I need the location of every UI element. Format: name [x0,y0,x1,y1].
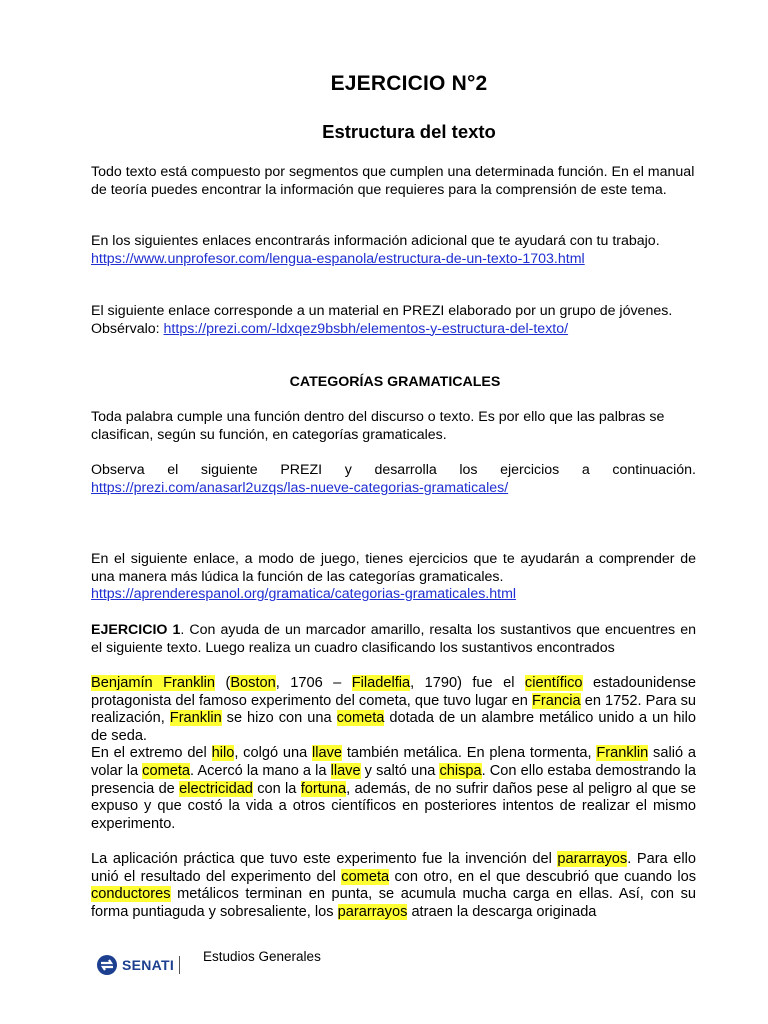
senati-emblem-icon [96,954,118,976]
ejercicio-instructions [91,622,696,657]
intro-paragraph-3 [91,303,696,338]
intro-text-2: En los siguientes enlaces encontrarás información adicional que te ayudará con tu trabajo. [91,233,660,249]
intro-text-1: Todo texto está compuesto por segmentos que cumplen una determinada función. En el manual de teoría puedes encontrar la información que requieres para la comprensión de este tema. [91,164,695,198]
logo-separator [179,956,180,974]
page-subtitle: Estructura del texto [322,121,496,142]
prezi-estructura-link[interactable]: https://prezi.com/-ldxqez9bsbh/elementos-y-estructura-del-texto/ [163,320,569,337]
exercise-text-block-2: La aplicación práctica que tuvo este experimento fue la invención del pararrayos. Para ello unió el resultado del experimento del cometa con otro, en el que descubrió que cuando los conductores metálicos terminan en punta, se acumula mucha carga en ellas. Así, con su forma puntiaguda y sobresaliente, los pararrayos atraen la descarga originada [91,851,696,920]
senati-brand-text: SENATI [122,957,175,973]
senati-logo [96,954,180,976]
page-title: EJERCICIO N°2 [330,72,488,95]
footer-text: Estudios Generales [203,949,321,964]
categorias-text-2: Observa el siguiente PREZI y desarrolla los ejercicios a continuación. [91,462,696,478]
intro-paragraph-1 [91,164,696,199]
categorias-paragraph-2 [91,462,696,497]
intro-text-3: El siguiente enlace corresponde a un material en PREZI elaborado por un grupo de jóvenes. Obsérvalo: [91,303,673,337]
ejercicio-label: EJERCICIO 1 [91,622,181,638]
categorias-paragraph-3 [91,551,696,604]
exercise-text-block: Benjamín Franklin (Boston, 1706 – Filadelfia, 1790) fue el científico estadounidense protagonista del famoso experimento del cometa, que tuvo lugar en Francia en 1752. Para su realización, Franklin se hizo con una cometa dotada de un alambre metálico unido a un hilo de seda. En el extremo del hilo, colgó una llave también metálica. En plena tormenta, Franklin salió a volar la cometa. Acercó la mano a la llave y saltó una chispa. Con ello estaba demostrando la presencia de electricidad con la fortuna, además, de no sufrir daños pese al peligro al que se expuso y que costó la vida a otros científicos en posteriores intentos de realizar el mismo experimento. [91,675,697,832]
prezi-categorias-link[interactable]: https://prezi.com/anasarl2uzqs/las-nueve-categorias-gramaticales/ [91,479,509,496]
unprofesor-link[interactable]: https://www.unprofesor.com/lengua-espanola/estructura-de-un-texto-1703.html [91,250,585,267]
section-heading-categorias: CATEGORÍAS GRAMATICALES [289,374,501,390]
aprenderespanol-link[interactable]: https://aprenderespanol.org/gramatica/categorias-gramaticales.html [91,586,517,603]
categorias-text-3: En el siguiente enlace, a modo de juego, tienes ejercicios que te ayudarán a comprender de una manera más lúdica la función de las categorías gramaticales. [91,551,696,585]
categorias-text-1: Toda palabra cumple una función dentro del discurso o texto. Es por ello que las palbras se clasifican, según su función, en categorías gramaticales. [91,409,665,443]
intro-paragraph-2 [91,233,696,268]
categorias-paragraph-1 [91,409,696,444]
ejercicio-instructions-text: . Con ayuda de un marcador amarillo, resalta los sustantivos que encuentres en el siguiente texto. Luego realiza un cuadro clasificando los sustantivos encontrados [91,622,696,656]
